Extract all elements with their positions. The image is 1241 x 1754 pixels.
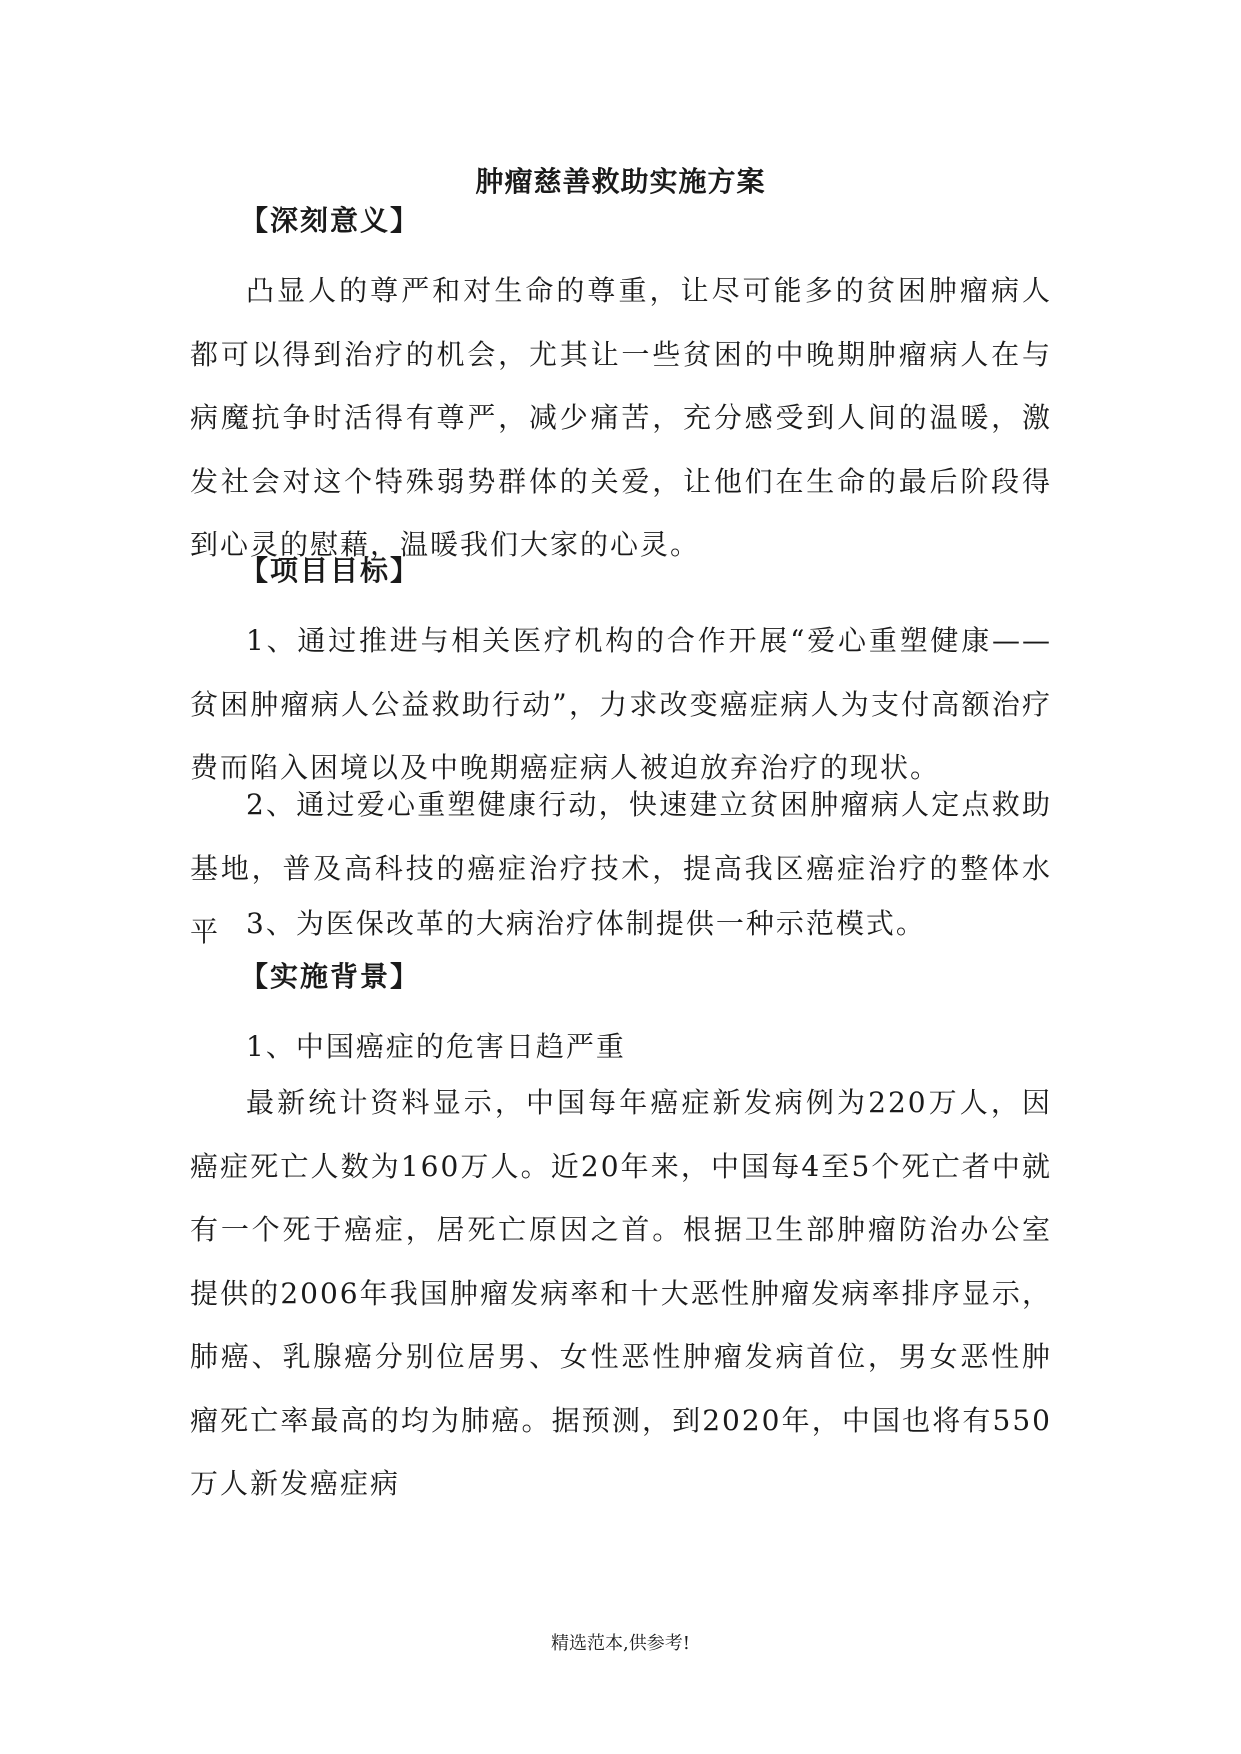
background-subheading: 1、中国癌症的危害日趋严重	[246, 1030, 626, 1063]
goal-item-1: 1、通过推进与相关医疗机构的合作开展“爱心重塑健康——贫困肿瘤病人公益救助行动”，力求改变癌症病人为支付高额治疗费而陷入困境以及中晚期癌症病人被迫放弃治疗的现状。	[190, 624, 1052, 784]
goal-item-2: 2、通过爱心重塑健康行动，快速建立贫困肿瘤病人定点救助基地，普及高科技的癌症治疗技术，提高我区癌症治疗的整体水平	[190, 788, 1052, 948]
goal-item-3: 3、为医保改革的大病治疗体制提供一种示范模式。	[246, 907, 926, 940]
section-heading-background: 【实施背景】	[240, 960, 421, 993]
significance-paragraph: 凸显人的尊严和对生命的尊重，让尽可能多的贫困肿瘤病人都可以得到治疗的机会，尤其让一些贫困的中晚期肿瘤病人在与病魔抗争时活得有尊严，减少痛苦，充分感受到人间的温暖，激发社会对这个特殊弱势群体的关爱，让他们在生命的最后阶段得到心灵的慰藉，温暖我们大家的心灵。	[190, 274, 1052, 561]
section-heading-goals: 【项目目标】	[240, 554, 421, 587]
background-paragraph: 最新统计资料显示，中国每年癌症新发病例为220万人，因癌症死亡人数为160万人。近20年来，中国每4至5个死亡者中就有一个死于癌症，居死亡原因之首。根据卫生部肿瘤防治办公室提供的2006年我国肿瘤发病率和十大恶性肿瘤发病率排序显示，肺癌、乳腺癌分别位居男、女性恶性肿瘤发病首位，男女恶性肿瘤死亡率最高的均为肺癌。据预测，到2020年，中国也将有550万人新发癌症病	[190, 1086, 1052, 1500]
section-heading-significance: 【深刻意义】	[240, 204, 421, 237]
document-title: 肿瘤慈善救助实施方案	[475, 165, 766, 198]
page-footer: 精选范本,供参考!	[551, 1633, 690, 1654]
